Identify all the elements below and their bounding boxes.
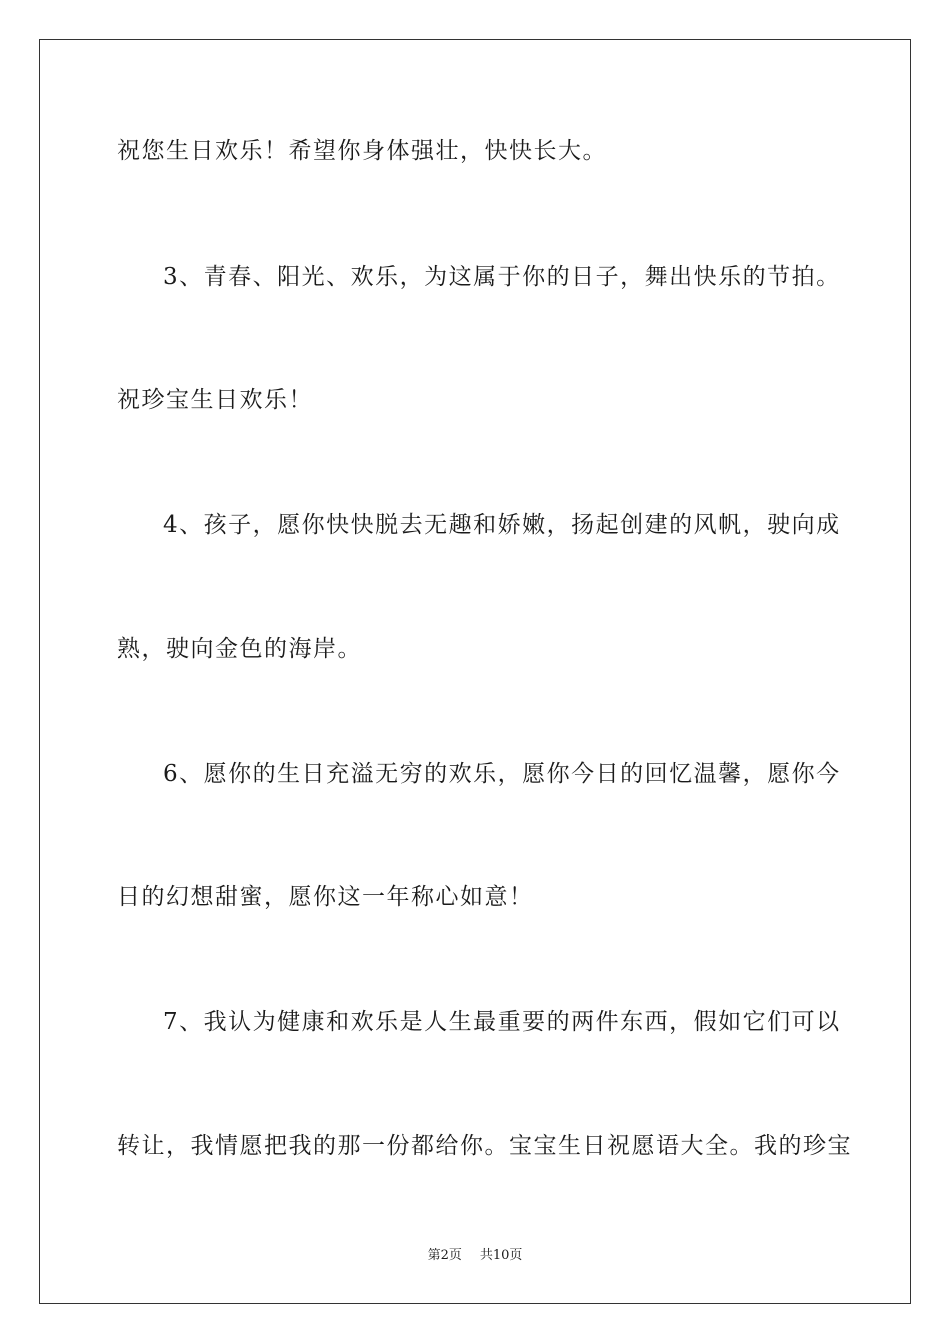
paragraph-line: 6、愿你的生日充溢无穷的欢乐，愿你今日的回忆温馨，愿你今 xyxy=(163,761,841,787)
paragraph-line: 祝您生日欢乐！希望你身体强壮，快快长大。 xyxy=(117,138,607,164)
paragraph-line: 4、孩子，愿你快快脱去无趣和娇嫩，扬起创建的风帆，驶向成 xyxy=(163,512,841,538)
page-number: 第2页 xyxy=(427,1248,462,1263)
paragraph-line: 祝珍宝生日欢乐！ xyxy=(117,387,313,413)
paragraph-line: 熟，驶向金色的海岸。 xyxy=(117,636,362,662)
paragraph-line: 3、青春、阳光、欢乐，为这属于你的日子，舞出快乐的节拍。 xyxy=(163,264,841,290)
page-footer xyxy=(0,1247,950,1265)
paragraph-line: 日的幻想甜蜜，愿你这一年称心如意！ xyxy=(117,884,534,910)
paragraph-line: 转让，我情愿把我的那一份都给你。宝宝生日祝愿语大全。我的珍宝 xyxy=(117,1133,852,1159)
paragraph-line: 7、我认为健康和欢乐是人生最重要的两件东西，假如它们可以 xyxy=(163,1009,841,1035)
page-frame xyxy=(39,39,911,1304)
page-total: 共10页 xyxy=(479,1248,523,1263)
